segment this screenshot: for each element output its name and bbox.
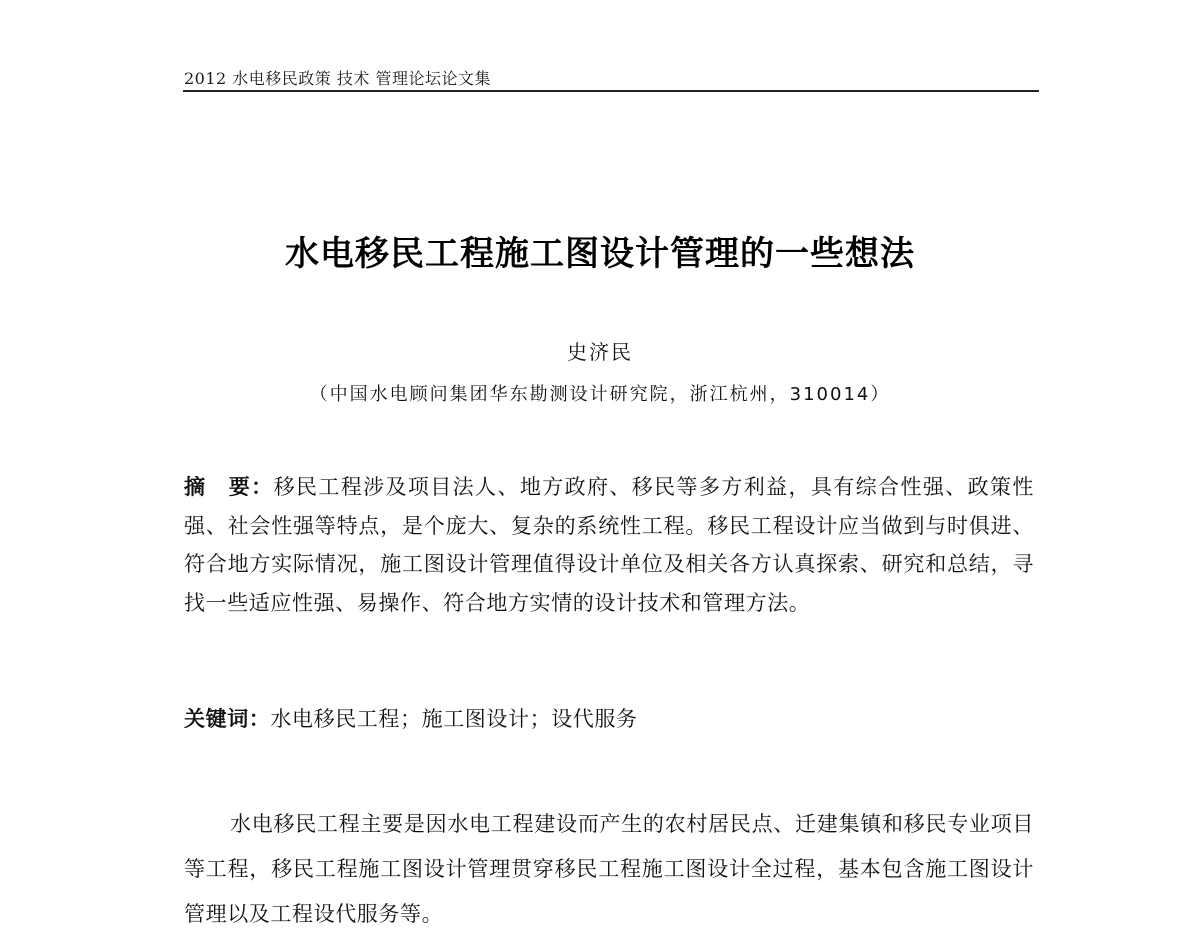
paper-title: 水电移民工程施工图设计管理的一些想法 (285, 234, 915, 274)
body-paragraph: 水电移民工程主要是因水电工程建设而产生的农村居民点、迁建集镇和移民专业项目等工程，移民工程施工图设计管理贯穿移民工程施工图设计全过程，基本包含施工图设计管理以及工程设代服务等。 (184, 812, 1034, 926)
header-rule (183, 90, 1039, 92)
author-affiliation: （中国水电顾问集团华东勘测设计研究院，浙江杭州，310014） (309, 384, 891, 405)
abstract (184, 468, 1034, 622)
keywords-text: 水电移民工程；施工图设计；设代服务 (270, 707, 638, 731)
abstract-label: 摘 要： (184, 475, 274, 499)
abstract-text: 移民工程涉及项目法人、地方政府、移民等多方利益，具有综合性强、政策性强、社会性强等特点，是个庞大、复杂的系统性工程。移民工程设计应当做到与时俱进、符合地方实际情况，施工图设计管理值得设计单位及相关各方认真探索、研究和总结，寻找一些适应性强、易操作、符合地方实情的设计技术和管理方法。 (184, 475, 1034, 615)
author-name: 史济民 (567, 340, 633, 364)
running-header: 2012 水电移民政策 技术 管理论坛论文集 (184, 69, 491, 88)
keywords (184, 700, 1034, 739)
keywords-label: 关键词： (184, 707, 271, 731)
